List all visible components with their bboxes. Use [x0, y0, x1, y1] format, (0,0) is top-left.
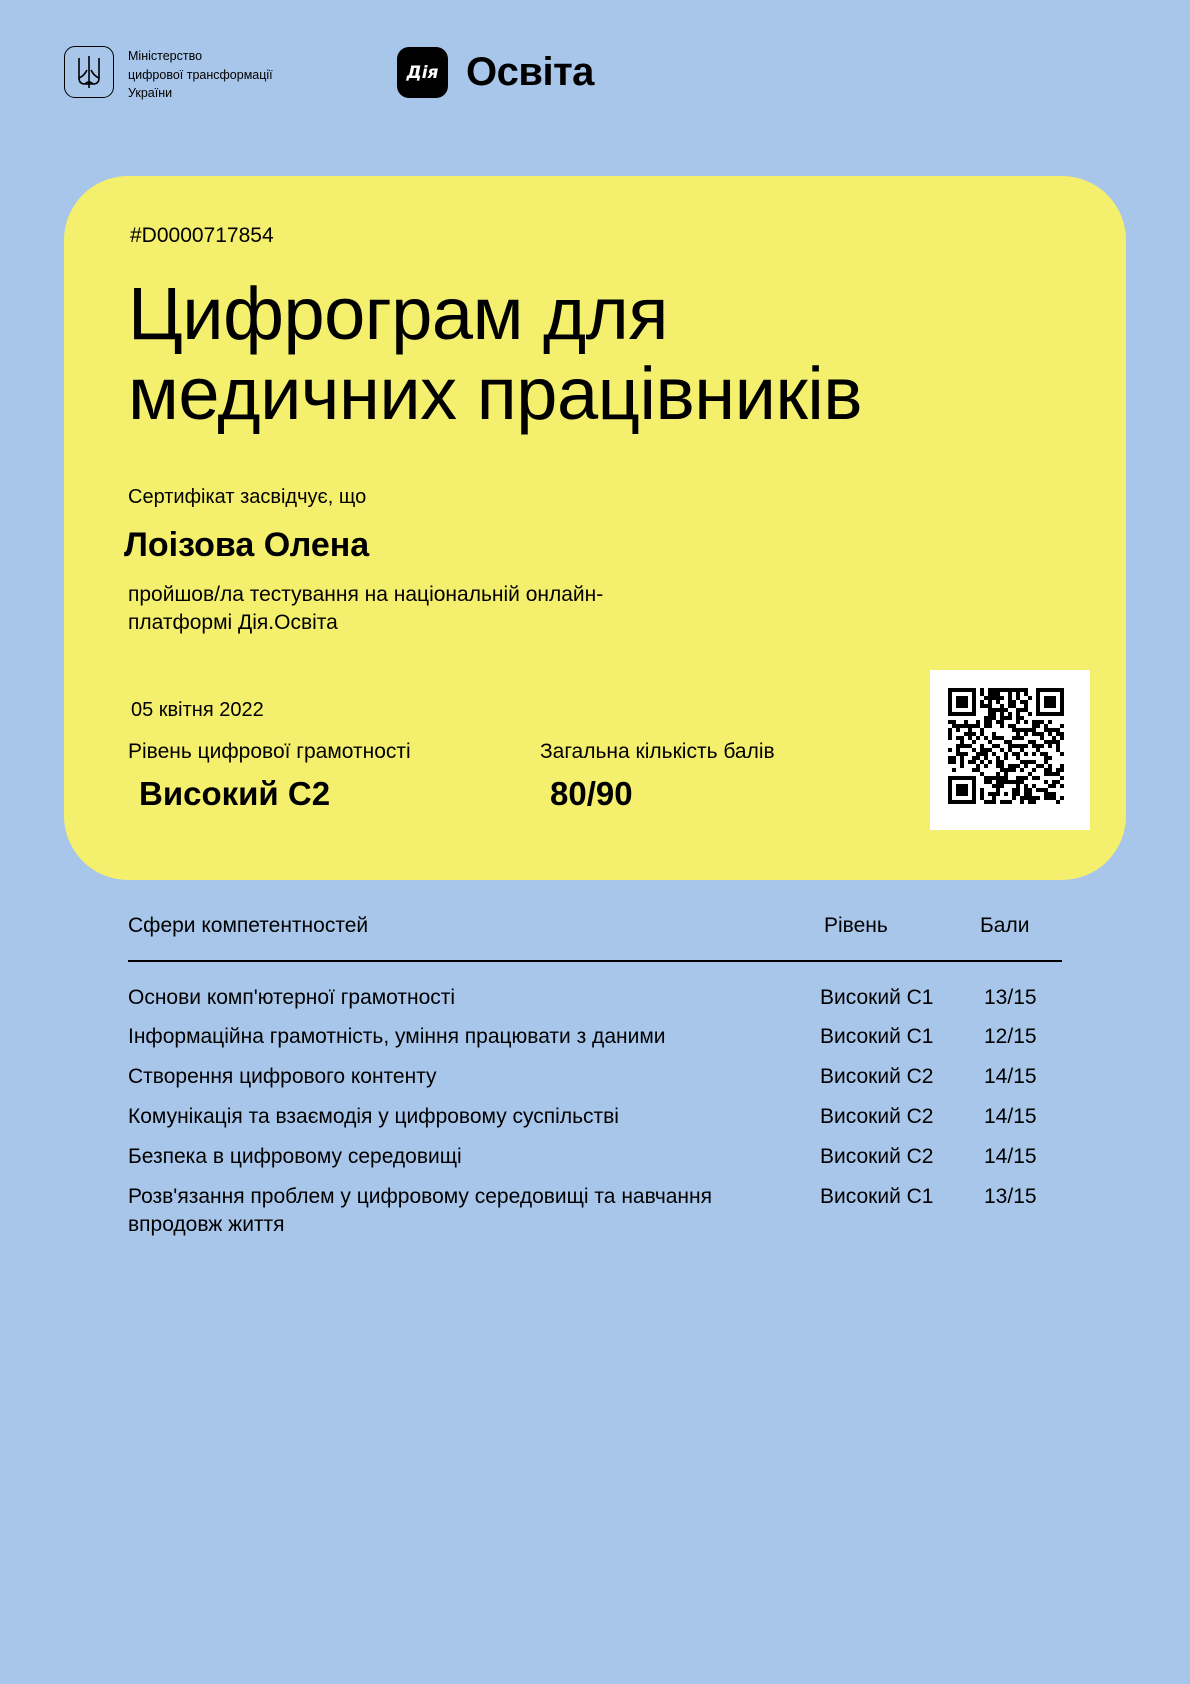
row-sphere: Створення цифрового контенту [128, 1065, 437, 1088]
issue-date: 05 квітня 2022 [131, 699, 264, 721]
recipient-name: Лоізова Олена [124, 526, 370, 564]
trident-coat-of-arms-icon [64, 46, 114, 98]
ministry-name [128, 47, 328, 103]
row-points: 14/15 [984, 1105, 1037, 1128]
row-level: Високий С2 [820, 1145, 934, 1168]
row-sphere: Безпека в цифровому середовищі [128, 1145, 462, 1168]
header-points: Бали [980, 914, 1030, 937]
row-sphere: Розв'язання проблем у цифровому середовищі та навчання впродовж життя [128, 1185, 713, 1236]
row-level: Високий С1 [820, 1185, 934, 1208]
ministry-line-3: України [128, 86, 173, 100]
row-sphere: Інформаційна грамотність, уміння працювати з даними [128, 1025, 666, 1048]
ministry-line-2: цифрової трансформації [128, 67, 273, 82]
certificate-card [64, 176, 1126, 880]
course-title-line-2: медичних працівників [128, 352, 863, 435]
course-title-line-1: Цифрограм для [128, 272, 668, 355]
ministry-line-1: Міністерство [128, 49, 203, 63]
header [64, 46, 1064, 102]
row-points: 13/15 [984, 1185, 1037, 1208]
qr-code-icon[interactable] [930, 670, 1090, 830]
score-label: Загальна кількість балів [540, 740, 775, 763]
diia-logo: Дія [397, 47, 448, 98]
row-points: 14/15 [984, 1145, 1037, 1168]
row-level: Високий С2 [820, 1065, 934, 1088]
level-value: Високий С2 [139, 775, 331, 812]
certificate-id: #D0000717854 [130, 224, 274, 247]
row-sphere: Основи комп'ютерної грамотності [128, 986, 456, 1009]
header-level: Рівень [824, 914, 888, 937]
level-label: Рівень цифрової грамотності [128, 740, 411, 763]
row-level: Високий С1 [820, 986, 934, 1009]
certificate-intro: Сертифікат засвідчує, що [128, 486, 367, 508]
row-level: Високий С2 [820, 1105, 934, 1128]
score-value: 80/90 [550, 775, 633, 812]
certificate-description [128, 581, 748, 637]
brand-name: Освіта [466, 50, 594, 94]
description-line-2: платформі Дія.Освіта [128, 611, 338, 634]
row-level: Високий С1 [820, 1025, 934, 1048]
table-divider [128, 960, 1062, 962]
course-title [128, 274, 1088, 434]
row-points: 13/15 [984, 986, 1037, 1009]
row-sphere: Комунікація та взаємодія у цифровому суспільстві [128, 1105, 619, 1128]
description-line-1: пройшов/ла тестування на національній онлайн- [128, 583, 604, 606]
header-sphere: Сфери компетентностей [128, 914, 369, 937]
row-points: 12/15 [984, 1025, 1037, 1048]
row-points: 14/15 [984, 1065, 1037, 1088]
